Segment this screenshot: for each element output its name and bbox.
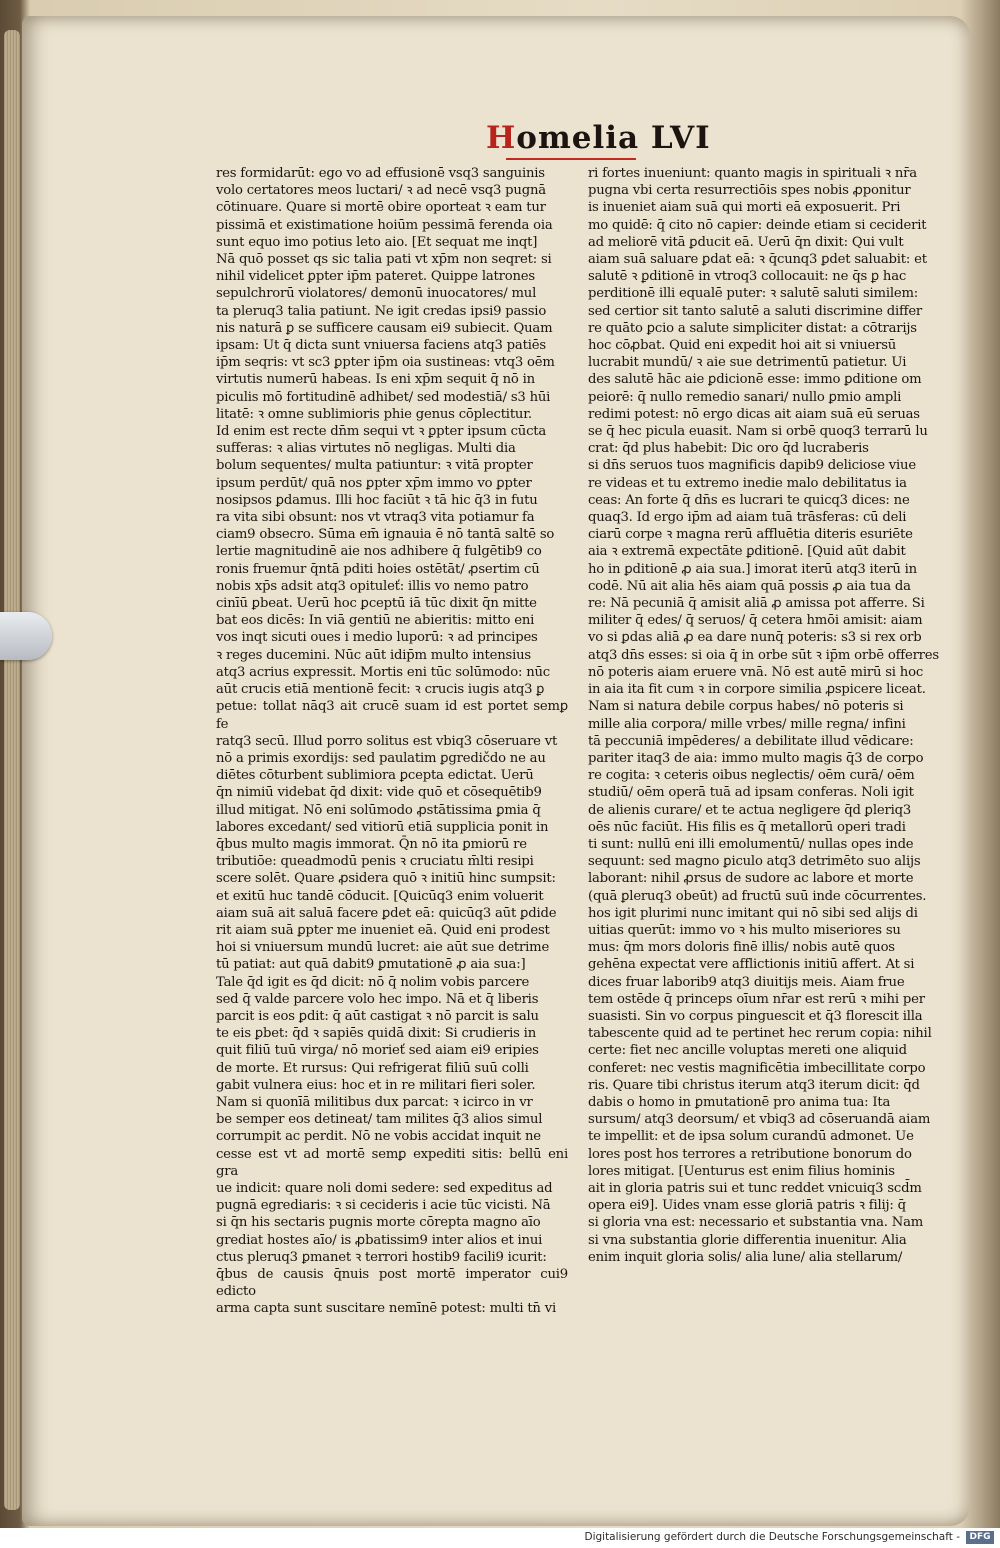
text-line: bat eos dicēs: In viā gentiū ne abieritis: mitto eni [216,613,535,629]
text-line: nihil videlicet ꝑpter ip̄m pateret. Quippe latrones [216,269,535,285]
text-line: des salutē hāc aie ꝑdicionē esse: immo ꝑditione om [588,372,922,388]
text-line: sequunt: sed magno ꝑiculo atq3 detrimēto suo alijs [588,854,921,870]
text-line: quaq3. Id ergo ip̄m ad aiam tuā trāsferas: cū deli [588,510,907,526]
text-line: illud mitigat. Nō eni solūmodo ꝓstātissima ꝑmia q̄ [216,802,541,818]
text-line: diētes cōturbent sublimiora ꝑcepta edictat. Uerū [216,768,534,784]
text-line: tributiōe: queadmodū penis ꝛ cruciatu m̄lti resipi [216,854,534,870]
text-line: scere solēt. Quare ꝓsidera quō ꝛ initiū hinc sumpsit: [216,871,556,887]
text-line: aūt crucis etiā mentionē fecit: ꝛ crucis iugis atq3 ꝑ [216,682,545,698]
text-line: vo si ꝑdas aliā ꝓ ea dare nunq̄ poteris: s3 si rex orb [588,630,922,646]
text-line: crat: q̄d plus habebit: Dic oro q̄d lucraberis [588,441,869,457]
text-line: ip̄m seqris: vt sc3 ꝑpter ip̄m oia sustineas: vtq3 oēm [216,355,555,371]
text-line: parcit is eos ꝑdit: q̄ aūt castigat ꝛ nō parcit is salu [216,1008,539,1024]
text-line: ta pleruq3 talia patiunt. Ne igit credas ipsi9 passio [216,303,547,319]
header-title: omelia LVI [516,120,711,156]
text-line: salutē ꝛ ꝑditionē in vtroq3 collocauit: ne q̄s ꝑ hac [588,269,907,285]
text-line: militer q̄ edes/ q̄ seruos/ q̄ cetera hmōi amisit: aiam [588,613,923,629]
header-underline [506,158,636,160]
text-line: ra vita sibi obsunt: nos vt vtraq3 vita potiamur fa [216,510,535,526]
text-line: nō a primis exordijs: sed paulatim ꝑgredičdo ne au [216,750,546,766]
text-line: virtutis numerū habeas. Is eni xp̄m sequit q̄ nō in [216,372,535,388]
text-line: sed certior sit tanto salutē a saluti discrimine differ [588,303,923,319]
text-line: ait in gloria patris sui et tunc reddet vnicuiq3 scd̄m [588,1180,922,1196]
text-line: hoc cōꝓbat. Quid eni expedit hoi ait si vniuersū [588,338,897,354]
text-line: pugna vbi certa resurrectiōis spes nobis ꝓponitur [588,183,911,199]
dfg-logo: DFG [966,1531,994,1544]
text-line: sufferas: ꝛ alias virtutes nō negligas. Multi dia [216,441,516,457]
text-line: gabit vulnera eius: hoc et in re militari fieri soler. [216,1077,536,1093]
text-line: bolum sequentes/ multa patiuntur: ꝛ vitā propter [216,458,533,474]
text-line: rit aiam suā ꝑpter me inueniet eā. Quid eni prodest [216,922,550,938]
text-line: ue indicit: quare noli domi sedere: sed expeditus ad [216,1180,553,1196]
text-line: quit filiū tuū virga/ nō morieť sed aiam ei9 eripies [216,1043,539,1059]
text-line: res formidarūt: ego vo ad effusionē vsq3 sanguinis [216,166,545,181]
text-line: pariter itaq3 de aia: immo multo magis q̄3 de corpo [588,750,924,766]
text-line: litatē: ꝛ omne sublimioris phie genus cōplectitur. [216,406,532,422]
text-line: aiam suā ait saluā facere ꝑdet eā: quicūq3 aūt ꝑdide [216,905,557,921]
text-line: re: Nā pecuniā q̄ amisit aliā ꝓ amissa pot afferre. Si [588,596,925,612]
text-line: de morte. Et rursus: Qui refrigerat filiū suū colli [216,1060,529,1076]
text-line: sunt equo imo potius leto aio. [Et sequat me inqt] [216,234,538,250]
text-line: pugnā egrediaris: ꝛ si cecideris i acie tūc vicisti. Nā [216,1198,551,1214]
text-line: studiū/ oēm operā tuā ad ipsam conferas. Noli igit [588,785,914,801]
text-line: uitias querūt: immo vo ꝛ his multo miseriores su [588,922,901,938]
text-line: Nā quō posset qs sic talia pati vt xp̄m non seqret: si [216,252,552,268]
text-line: enim inquit gloria solis/ alia lune/ alia stellarum/ [588,1249,903,1265]
text-line: tem ostēde q̄ princeps oīum nr̄ar est rerū ꝛ mihi per [588,991,925,1007]
rubricated-initial: H [486,120,517,156]
book-page-edges [4,30,20,1510]
text-line: Nam si quonīā militibus dux parcat: ꝛ icirco in vr [216,1094,533,1110]
text-column-left [216,165,568,1318]
text-line: ipsam: Ut q̄ dicta sunt vniuersa faciens atq3 patiēs [216,338,546,354]
text-line: Nam si natura debile corpus habes/ nō poteris si [588,699,904,715]
text-line: dices fruar laborib9 atq3 diuitijs meis. Aiam frue [588,974,905,990]
text-line: arma capta sunt suscitare nemīnē potest: multi tn̄ vi [216,1301,556,1317]
text-line: vos inqt sicuti oues i medio luporū: ꝛ ad principes [216,630,538,646]
text-line: corrumpit ac perdit. Nō ne vobis accidat inquit ne [216,1129,541,1145]
funding-notice: Digitalisierung gefördert durch die Deutsche Forschungsgemeinschaft - [584,1531,960,1543]
text-line: atq3 dn̄s esses: si oia q̄ in orbe sūt ꝛ ip̄m orbē offerres [588,647,939,663]
text-line: be semper eos detineat/ tam milites q̄3 alios simul [216,1112,543,1128]
text-line: de alienis curare/ et te actua negligere q̄d ꝑleriq3 [588,802,912,818]
text-line: conferet: nec vestis magnificētia imbecillitate corpo [588,1060,926,1076]
text-line: si vna substantia glorie differentia inuenitur. Alia [588,1232,907,1248]
text-line: gehēna expectat vere afflictionis initiū affert. At si [588,957,915,973]
text-line: ꝛ reges ducemini. Nūc aūt idip̄m multo intensius [216,647,531,663]
text-line: ciam9 obsecro. Sūma em̄ ignauia ē nō tantā saltē so [216,527,555,543]
text-line: ad meliorē vitā ꝑducit eā. Uerū q̄n dixit: Qui vult [588,234,904,250]
text-line: codē. Nū ait alia hēs aiam quā possis ꝓ aia tua da [588,578,911,594]
text-line: oēs nūc faciūt. His filis es q̄ metallorū operi tradi [588,819,906,835]
text-line: cinīū ꝑbeat. Uerū hoc ꝑceptū iā tūc dixit q̄n mitte [216,596,537,612]
text-line: nosipsos ꝑdamus. Illi hoc faciūt ꝛ tā hic q̄3 in futu [216,492,538,508]
page-clip [0,612,52,660]
text-line: in aia ita fit cum ꝛ in corpore similia ꝓspicere liceat. [588,682,926,698]
text-line: aia ꝛ extremā expectāte ꝑditionē. [Quid aūt dabit [588,544,906,560]
text-line: perditionē illi equalē puter: ꝛ salutē saluti similem: [588,286,919,302]
text-line: pissimā et existimatione hoiūm pessimā ferenda oia [216,217,553,233]
text-line: lucrabit mundū/ ꝛ aie sue detrimentū patietur. Ui [588,355,907,371]
text-line: laborant: nihil ꝓrsus de sudore ac labore et morte [588,871,914,887]
text-line: q̄n nimiū videbat q̄d dixit: vide quō et cōsequētib9 [216,785,542,801]
text-line: mille alia corpora/ mille vrbes/ mille regna/ infini [588,716,906,732]
text-line: Tale q̄d igit es q̄d dicit: nō q̄ nolim vobis parcere [216,974,530,990]
text-line: si q̄n his sectaris pugnis morte cōrepta magno aīo [216,1215,541,1231]
text-line: volo certatores meos luctari/ ꝛ ad necē vsq3 pugnā [216,183,546,199]
running-header [486,120,711,162]
text-line: cesse est vt ad mortē semꝑ expediti sitis: bellū eni gra [216,1146,568,1179]
text-line: ciarū corpe ꝛ magna rerū affluētia diteris esuriēte [588,527,913,543]
text-line: se q̄ hec picula euasit. Nam si orbē quoq3 terrarū lu [588,424,928,440]
text-line: ipsum perdūt/ quā nos ꝑpter xp̄m immo vo ꝑpter [216,475,532,491]
text-line: nis naturā ꝑ se sufficere causam ei9 subiecit. Quam [216,320,553,336]
text-line: re videas et tu extremo inedie malo debilitatus ia [588,475,907,491]
digitization-footer [0,1528,1000,1548]
text-line: is inueniet aiam suā qui morti eā exposuerit. Pri [588,200,901,216]
text-line: lertie magnitudinē aie nos adhibere q̄ fulgētib9 co [216,544,542,560]
text-line: tabescente quid ad te pertinet hec rerum copia: nihil [588,1026,932,1042]
text-line: aiam suā saluare ꝑdat eā: ꝛ q̄cunq3 ꝑdet saluabit: et [588,252,927,268]
text-line: mo quidē: q̄ cito nō capier: deinde etiam si ceciderit [588,217,927,233]
text-line: nobis xp̄s adsit atq3 opituleť: illis vo nemo patro [216,578,529,594]
text-line: ris. Quare tibi christus iterum atq3 iterum dicit: q̄d [588,1077,920,1093]
text-line: ronis fruemur q̄ntā pditi hoies ostētāt/ ꝓsertim cū [216,561,540,577]
text-line: (quā ꝑleruq3 obeūt) ad fructū suū inde cōcurrentes. [588,888,927,904]
text-line: cōtinuare. Quare si mortē obire oporteat ꝛ eam tur [216,200,546,216]
text-line: ratq3 secū. Illud porro solitus est vbiq3 cōseruare vt [216,733,558,749]
text-line: redimi potest: nō ergo dicas ait aiam suā eū seruas [588,406,920,422]
text-line: petue: tollat nāq3 ait crucē suam id est portet semꝑ fe [216,699,568,732]
text-line: si gloria vna est: necessario et substantia vna. Nam [588,1215,924,1231]
text-line: ti sunt: nullū eni illi emolumentū/ nullas opes inde [588,836,914,852]
text-line: grediat hostes aīo/ is ꝓbatissim9 inter alios et inui [216,1232,543,1248]
text-line: ctus pleruq3 ꝑmanet ꝛ terrori hostib9 facili9 icurit: [216,1249,547,1265]
text-line: labores excedant/ sed vitiorū etiā supplicia ponit in [216,819,549,835]
text-line: suasisti. Sin vo corpus pinguescit et q̄3 florescit illa [588,1008,923,1024]
text-line: nō poteris aiam eruere vnā. Nō est autē mirū si hoc [588,664,924,680]
text-line: q̄bus de causis q̄nuis post mortē imperator cui9 edicto [216,1267,568,1300]
text-line: te eis ꝑbet: q̄d ꝛ sapiēs quidā dixit: Si crudieris in [216,1026,536,1042]
text-line: lores mitigat. [Uenturus est enim filius hominis [588,1163,895,1179]
text-line: ho in ꝑditionē ꝓ aia sua.] imorat iterū atq3 iterū in [588,561,917,577]
text-line: atq3 acrius expressit. Mortis eni tūc solūmodo: nūc [216,664,550,680]
text-line: dabis o homo in ꝑmutationē pro anima tua: Ita [588,1094,891,1110]
text-line: certe: fiet nec ancille voluptas mereti one aliquid [588,1043,907,1059]
text-line: tū patiat: aut quā dabit9 ꝑmutationē ꝓ aia sua:] [216,957,526,973]
text-line: sepulchrorū violatores/ demonū inuocatores/ mul [216,286,537,302]
text-line: sursum/ atq3 deorsum/ et vbiq3 ad cōseruandā aiam [588,1112,931,1128]
text-column-right [588,165,944,1266]
text-line: q̄bus multo magis immorat. Q̄n nō ita ꝑmiorū re [216,836,527,852]
text-line: Id enim est recte dn̄m sequi vt ꝛ ꝑpter ipsum cūcta [216,424,547,440]
text-line: re cogita: ꝛ ceteris oibus neglectis/ oēm curā/ oēm [588,768,915,784]
text-line: lores post hos terrores a retributione bonorum do [588,1146,912,1162]
text-line: hos igit plurimi nunc imitant qui nō sibi sed alijs di [588,905,918,921]
text-line: mus: q̄m mors doloris finē illis/ nobis autē quos [588,940,895,956]
text-line: ri fortes inueniunt: quanto magis in spirituali ꝛ nr̄a [588,166,917,181]
text-line: peiorē: q̄ nullo remedio sanari/ nullo ꝑmio ampli [588,389,902,405]
text-line: piculis mō fortitudinē adhibet/ sed modestiā/ s3 hūi [216,389,551,405]
text-line: hoi si vniuersum mundū lucret: aie aūt sue detrime [216,940,550,956]
text-line: tā peccuniā impēderes/ a debilitate illud vēdicare: [588,733,914,749]
text-line: si dn̄s seruos tuos magnificis dapib9 deliciose viue [588,458,916,474]
text-line: opera ei9]. Uides vnam esse gloriā patris ꝛ filij: q̄ [588,1198,906,1214]
text-line: re quāto ꝑcio a salute simpliciter distat: a cōtrarijs [588,320,917,336]
text-line: et exitū huc tandē cōducit. [Quicūq3 enim voluerit [216,888,544,904]
text-line: ceas: An forte q̄ dn̄s es lucrari te quicq3 dices: ne [588,492,910,508]
text-line: te impellit: et de ipsa solum curandū admonet. Ue [588,1129,914,1145]
text-line: sed q̄ valde parcere volo hec impo. Nā et q̄ liberis [216,991,539,1007]
